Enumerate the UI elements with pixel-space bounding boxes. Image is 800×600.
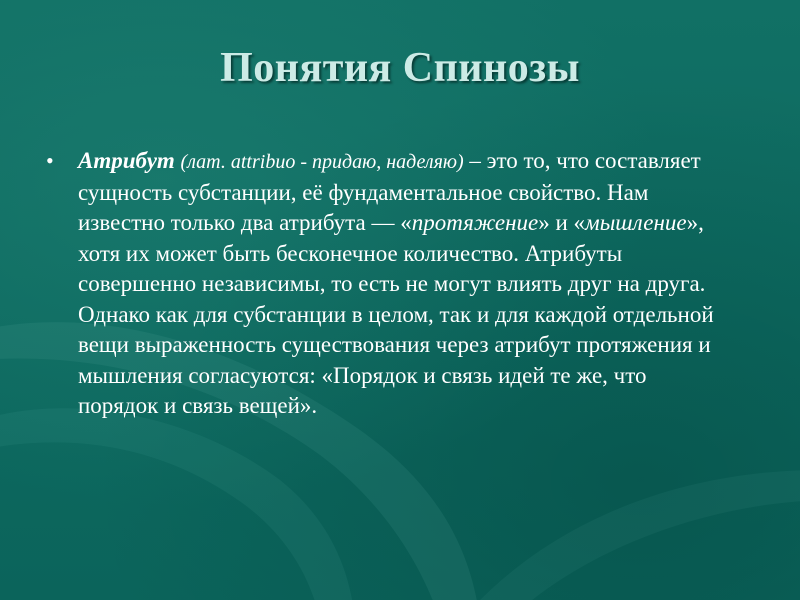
- paragraph-text-1: – это то, что составляет сущность субстанции, её фундаментальное свойство. Нам известно только два атрибута — «: [78, 148, 701, 235]
- paragraph-text-2: » и «: [538, 210, 586, 235]
- term-attribute: Атрибут: [78, 148, 175, 173]
- slide-title: Понятия Спинозы: [220, 45, 580, 91]
- bullet-paragraph: [78, 146, 728, 422]
- attribute-thinking: мышление: [585, 210, 687, 235]
- paragraph-text-3: », хотя их может быть бесконечное количество. Атрибуты совершенно независимы, то есть не могут влиять друг на друга. Однако как для субстанции в целом, так и для каждой отдельной вещи выраженность существования через атрибут протяжения и мышления согласуются: «Порядок и связь идей те же, что порядок и связь вещей».: [78, 210, 714, 418]
- attribute-extension: протяжение: [411, 210, 539, 235]
- latin-note: (лат. attribuo - придаю, наделяю): [180, 151, 464, 173]
- bullet-marker: •: [46, 148, 54, 173]
